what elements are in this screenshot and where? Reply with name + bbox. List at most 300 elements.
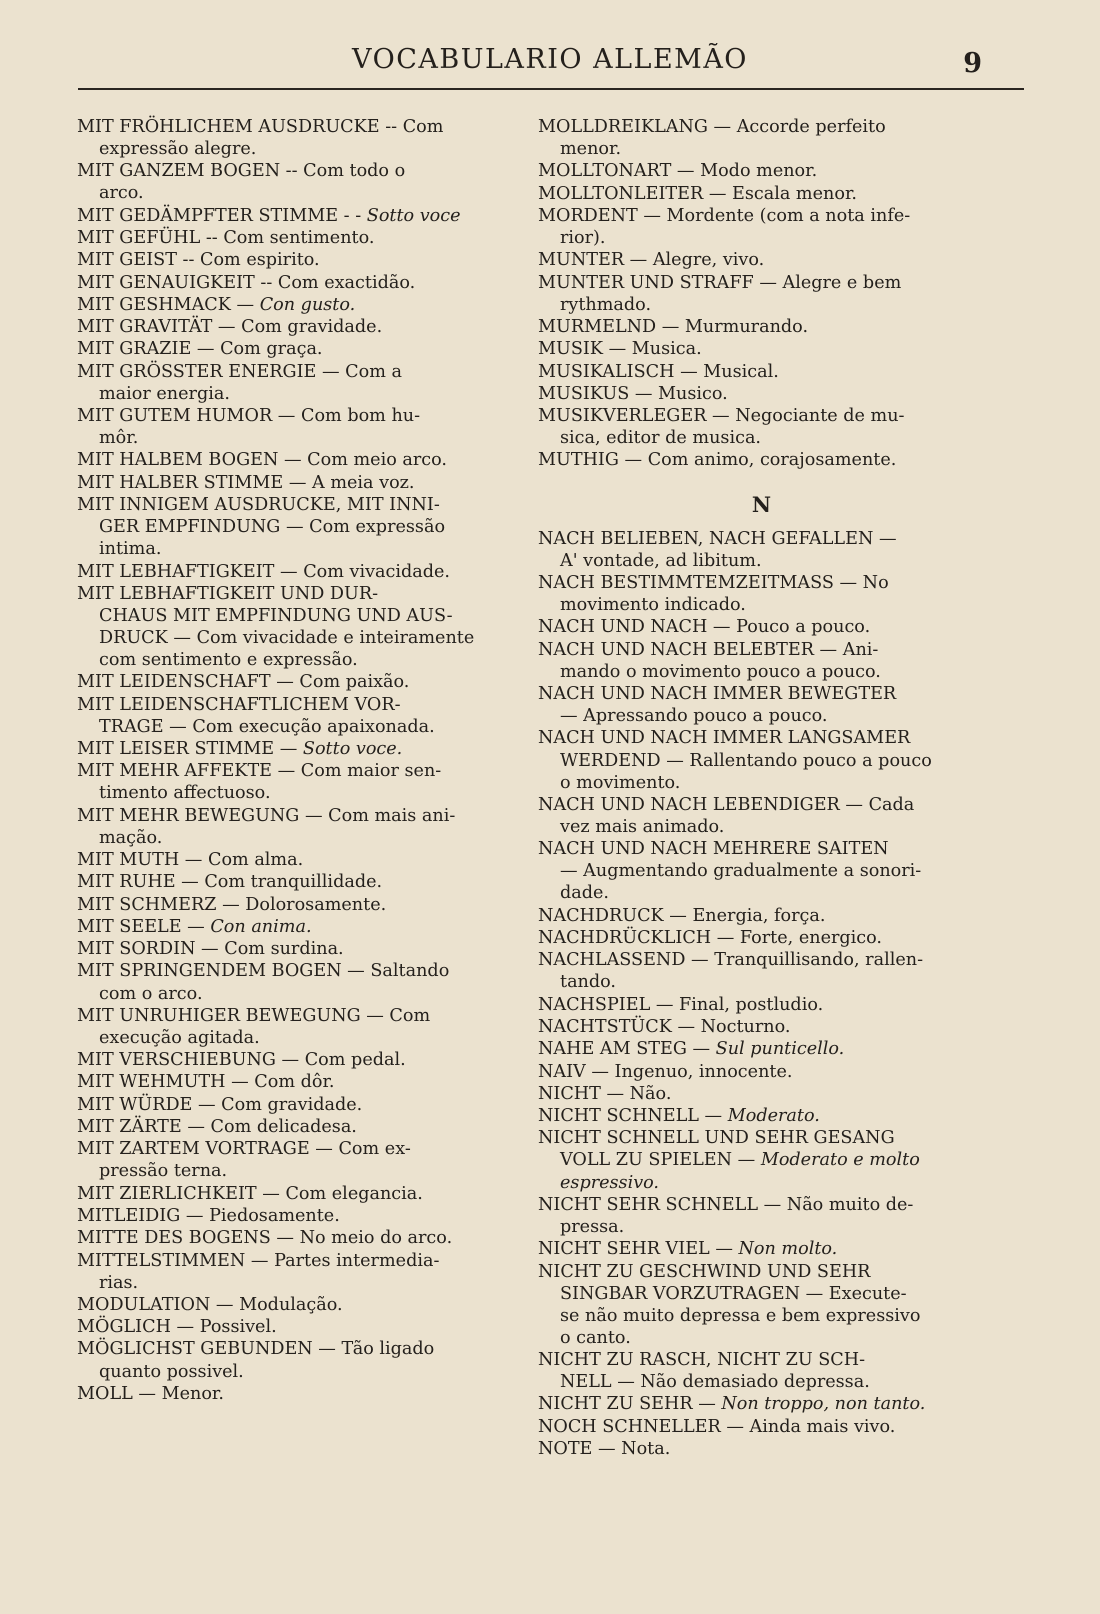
dictionary-entry [77, 1227, 523, 1249]
entry-text: NACH UND NACH MEHRERE SAITEN [538, 839, 889, 860]
dictionary-entry [538, 1438, 986, 1460]
entry-text: MIT WEHMUTH — Com dôr. [77, 1072, 335, 1093]
entry-headline [77, 1138, 523, 1160]
entry-headline [538, 383, 986, 405]
dictionary-entry [77, 938, 523, 960]
entry-text: rior). [560, 228, 606, 249]
dictionary-entry [77, 1183, 523, 1205]
entry-continuation [538, 772, 986, 794]
entry-text: MIT GANZEM BOGEN -- Com todo o [77, 161, 406, 182]
entry-text: NICHT — Não. [538, 1083, 672, 1104]
entry-continuation [77, 1361, 523, 1383]
entry-text: MOLLDREIKLANG — Accorde perfeito [538, 117, 886, 137]
entry-continuation [77, 138, 523, 160]
entry-headline [538, 116, 986, 138]
entry-text: MURMELND — Murmurando. [538, 316, 809, 337]
entry-text: MIT LEBHAFTIGKEIT UND DUR- [77, 583, 379, 604]
entry-continuation [77, 427, 523, 449]
entry-headline [538, 1061, 986, 1083]
entry-text: NACHLASSEND — Tranquillisando, rallen- [538, 950, 924, 971]
dictionary-entry [538, 272, 986, 316]
entry-headline [77, 316, 523, 338]
dictionary-entry [77, 405, 523, 449]
dictionary-entry [77, 561, 523, 583]
dictionary-entry [538, 994, 986, 1016]
entry-text: MIT RUHE — Com tranquillidade. [77, 872, 383, 893]
entry-text: MIT WÜRDE — Com gravidade. [77, 1094, 363, 1115]
entry-headline [77, 671, 523, 693]
entry-text: NACH UND NACH IMMER LANGSAMER [538, 728, 911, 749]
entry-text: MUSIK — Musica. [538, 339, 702, 360]
entry-headline [77, 1071, 523, 1093]
right-column [538, 116, 986, 1460]
entry-text: movimento indicado. [560, 595, 746, 616]
entry-continuation [77, 716, 523, 738]
entry-continuation [538, 1283, 986, 1305]
dictionary-entry [77, 1049, 523, 1071]
entry-text: MIT GRAVITÄT — Com gravidade. [77, 317, 383, 338]
entry-text: MIT LEIDENSCHAFTLICHEM VOR- [77, 694, 401, 715]
entry-text: com o arco. [99, 983, 203, 1004]
entry-headline [538, 1261, 986, 1283]
entry-text: DRUCK — Com vivacidade e inteiramente [99, 627, 475, 648]
left-column [77, 116, 523, 1405]
dictionary-entry [77, 849, 523, 871]
dictionary-entry [538, 1416, 986, 1438]
entry-text: vez mais animado. [560, 817, 725, 837]
dictionary-entry [538, 794, 986, 838]
entry-text: MOLLTONART — Modo menor. [538, 161, 818, 182]
dictionary-entry [538, 1261, 986, 1349]
dictionary-entry [538, 249, 986, 271]
entry-continuation [538, 1327, 986, 1349]
entry-text: MIT ZIERLICHKEIT — Com elegancia. [77, 1183, 423, 1204]
entry-headline [538, 683, 986, 705]
entry-text: rias. [99, 1272, 139, 1293]
dictionary-entry [538, 1393, 986, 1415]
dictionary-entry [77, 472, 523, 494]
entry-italic-translation: Non molto. [738, 1239, 838, 1260]
entry-text: mando o movimento pouco a pouco. [560, 661, 881, 682]
section-letter-heading: N [751, 491, 773, 517]
entry-continuation [77, 827, 523, 849]
entry-text: MIT GRÖSSTER ENERGIE — Com a [77, 361, 403, 382]
entry-continuation [538, 1216, 986, 1238]
entry-text: pressão terna. [99, 1161, 228, 1182]
entry-continuation [538, 661, 986, 683]
entry-headline [538, 1083, 986, 1105]
entry-continuation [77, 383, 523, 405]
entry-headline [77, 871, 523, 893]
dictionary-entry [77, 249, 523, 271]
entry-text: MIT GENAUIGKEIT -- Com exactidão. [77, 272, 416, 293]
entry-continuation [538, 860, 986, 882]
dictionary-entry [77, 960, 523, 1004]
entry-headline [538, 405, 986, 427]
entry-continuation [538, 427, 986, 449]
dictionary-entry [77, 1138, 523, 1182]
page-number: 9 [963, 48, 982, 79]
dictionary-entry [538, 683, 986, 727]
entry-text: NACHTSTÜCK — Nocturno. [538, 1016, 791, 1037]
entry-headline [538, 1393, 986, 1415]
entry-headline [77, 1383, 523, 1405]
entry-continuation [538, 1371, 986, 1393]
dictionary-entry [77, 1205, 523, 1227]
dictionary-entry [77, 205, 523, 227]
entry-text: — Augmentando gradualmente a sonori- [560, 861, 922, 882]
entry-text: maior energia. [99, 383, 230, 404]
entry-text: MIT MEHR BEWEGUNG — Com mais ani- [77, 805, 456, 826]
entry-continuation [77, 516, 523, 538]
entry-headline [77, 272, 523, 294]
entry-text: MUNTER — Alegre, vivo. [538, 250, 765, 271]
entry-text: mação. [99, 827, 163, 848]
entry-text: NICHT ZU GESCHWIND UND SEHR [538, 1261, 871, 1282]
entry-text: NAHE AM STEG — [538, 1039, 716, 1060]
dictionary-entry [538, 949, 986, 993]
entry-continuation [538, 882, 986, 904]
dictionary-entry [538, 1016, 986, 1038]
dictionary-entry [77, 738, 523, 760]
entry-headline [538, 1238, 986, 1260]
entry-text: MITLEIDIG — Piedosamente. [77, 1205, 340, 1226]
entry-text: NOCH SCHNELLER — Ainda mais vivo. [538, 1416, 896, 1437]
entry-headline [538, 1194, 986, 1216]
entry-headline [538, 727, 986, 749]
dictionary-entry [538, 1127, 986, 1193]
dictionary-entry [77, 760, 523, 804]
entry-headline [77, 227, 523, 249]
entry-headline [77, 960, 523, 982]
entry-continuation [538, 971, 986, 993]
entry-text: MIT ZARTEM VORTRAGE — Com ex- [77, 1139, 411, 1160]
entry-headline [538, 183, 986, 205]
entry-text: MÖGLICHST GEBUNDEN — Tão ligado [77, 1339, 435, 1360]
entry-text: NICHT SEHR VIEL — [538, 1239, 739, 1260]
entry-headline [538, 1438, 986, 1460]
entry-italic-translation: Non troppo, non tanto. [721, 1394, 926, 1415]
entry-text: tando. [560, 972, 617, 993]
entry-text: pressa. [560, 1216, 625, 1237]
entry-text: NACH BESTIMMTEMZEITMASS — No [538, 573, 889, 594]
dictionary-entry [77, 1005, 523, 1049]
dictionary-entry [538, 1061, 986, 1083]
entry-text: quanto possivel. [99, 1361, 244, 1382]
entry-headline [77, 916, 523, 938]
entry-text: NICHT SCHNELL — [538, 1106, 728, 1127]
dictionary-entry [77, 116, 523, 160]
entry-text: MIT GEFÜHL -- Com sentimento. [77, 228, 375, 249]
entry-headline [77, 449, 523, 471]
entry-text: expressão alegre. [99, 139, 257, 160]
entry-italic-translation: Sotto voce [366, 205, 461, 226]
entry-italic-translation: Con anima. [210, 916, 312, 937]
entry-text: MIT LEIDENSCHAFT — Com paixão. [77, 672, 410, 693]
dictionary-entry [77, 583, 523, 671]
entry-text: MIT GEIST -- Com espirito. [77, 250, 320, 271]
entry-text: NELL — Não demasiado depressa. [560, 1372, 870, 1393]
dictionary-entry [77, 1383, 523, 1405]
entry-text: MIT ZÄRTE — Com delicadesa. [77, 1117, 357, 1138]
entry-headline [77, 938, 523, 960]
entry-headline [538, 1127, 986, 1149]
entry-headline [77, 1338, 523, 1360]
entry-text: MIT HALBEM BOGEN — Com meio arco. [77, 450, 448, 471]
entry-headline [77, 1227, 523, 1249]
entry-continuation [538, 294, 986, 316]
dictionary-entry [538, 338, 986, 360]
entry-text: A' vontade, ad libitum. [560, 550, 762, 571]
entry-text: se não muito depressa e bem expressivo [560, 1305, 921, 1326]
entry-text: MIT FRÖHLICHEM AUSDRUCKE -- Com [77, 117, 444, 137]
entry-headline [538, 949, 986, 971]
dictionary-entry [538, 838, 986, 904]
entry-headline [538, 316, 986, 338]
entry-continuation [538, 138, 986, 160]
entry-headline [538, 639, 986, 661]
entry-headline [77, 160, 523, 182]
dictionary-entry [77, 1250, 523, 1294]
entry-headline [77, 1049, 523, 1071]
dictionary-entry [538, 572, 986, 616]
dictionary-entry [77, 316, 523, 338]
entry-text: MUNTER UND STRAFF — Alegre e bem [538, 272, 902, 293]
entry-headline [77, 249, 523, 271]
dictionary-entry [538, 727, 986, 793]
entry-text: NAIV — Ingenuo, innocente. [538, 1061, 793, 1082]
entry-italic-translation: Con gusto. [259, 294, 356, 315]
entry-text: timento affectuoso. [99, 783, 271, 804]
dictionary-entry [538, 1038, 986, 1060]
entry-text: sica, editor de musica. [560, 428, 762, 449]
entry-text: NOTE — Nota. [538, 1439, 671, 1459]
entry-headline [77, 1183, 523, 1205]
dictionary-entry [538, 361, 986, 383]
entry-text: MUSIKUS — Musico. [538, 383, 728, 404]
entry-headline [538, 994, 986, 1016]
entry-headline [77, 1005, 523, 1027]
entry-headline [538, 249, 986, 271]
entry-headline [77, 849, 523, 871]
entry-headline [77, 361, 523, 383]
dictionary-entry [77, 671, 523, 693]
entry-headline [538, 905, 986, 927]
dictionary-entry [538, 905, 986, 927]
entry-text: MOLL — Menor. [77, 1383, 225, 1404]
dictionary-entry [77, 1116, 523, 1138]
dictionary-entry [77, 1071, 523, 1093]
entry-text: MIT MUTH — Com alma. [77, 850, 304, 871]
entry-text: NICHT ZU RASCH, NICHT ZU SCH- [538, 1350, 866, 1371]
entry-text: SINGBAR VORZUTRAGEN — Execute- [560, 1283, 907, 1304]
entry-continuation [538, 227, 986, 249]
entry-text: NACHSPIEL — Final, postludio. [538, 994, 824, 1015]
dictionary-entry [77, 1338, 523, 1382]
entry-headline [538, 449, 986, 471]
entry-headline [77, 405, 523, 427]
entry-headline [538, 1038, 986, 1060]
entry-headline [538, 160, 986, 182]
entry-text: MUTHIG — Com animo, corajosamente. [538, 450, 897, 471]
dictionary-entry [538, 183, 986, 205]
entry-text: arco. [99, 183, 144, 204]
entry-text: menor. [560, 139, 622, 160]
dictionary-entry [77, 449, 523, 471]
dictionary-entry [538, 316, 986, 338]
entry-headline [77, 1205, 523, 1227]
entry-text: NACH UND NACH — Pouco a pouco. [538, 617, 871, 638]
entry-text: VOLL ZU SPIELEN — [560, 1150, 761, 1171]
entry-continuation [538, 1149, 986, 1171]
entry-headline [538, 572, 986, 594]
entry-text: MIT GESHMACK — [77, 294, 260, 315]
entry-text: GER EMPFINDUNG — Com expressão [99, 517, 446, 538]
entry-text: MIT LEBHAFTIGKEIT — Com vivacidade. [77, 561, 451, 582]
entry-text: o canto. [560, 1327, 631, 1348]
dictionary-entry [77, 1294, 523, 1316]
entry-italic-translation: Sul punticello. [715, 1039, 845, 1060]
entry-continuation [538, 705, 986, 727]
entry-headline [77, 894, 523, 916]
entry-text: NACH UND NACH LEBENDIGER — Cada [538, 794, 915, 815]
entry-text: MIT SEELE — [77, 916, 211, 937]
entry-headline [538, 272, 986, 294]
entry-text: execução agitada. [99, 1027, 260, 1048]
entry-headline [77, 805, 523, 827]
dictionary-entry [77, 871, 523, 893]
dictionary-entry [538, 1349, 986, 1393]
dictionary-entry [538, 405, 986, 449]
entry-continuation [538, 594, 986, 616]
entry-text: MODULATION — Modulação. [77, 1294, 343, 1315]
dictionary-entry [77, 916, 523, 938]
entry-continuation [77, 649, 523, 671]
dictionary-entry [77, 805, 523, 849]
entry-text: TRAGE — Com execução apaixonada. [99, 716, 435, 737]
entry-text: MIT GUTEM HUMOR — Com bom hu- [77, 406, 421, 427]
dictionary-entry [77, 294, 523, 316]
entry-headline [538, 1105, 986, 1127]
entry-italic-translation: Moderato e molto [760, 1150, 920, 1171]
entry-text: dade. [560, 883, 610, 904]
dictionary-entry [538, 383, 986, 405]
entry-headline [77, 294, 523, 316]
entry-continuation [77, 1160, 523, 1182]
entry-italic-translation: Sotto voce. [302, 739, 403, 759]
entry-continuation [538, 1305, 986, 1327]
entry-text: MIT UNRUHIGER BEWEGUNG — Com [77, 1005, 431, 1026]
entry-headline [538, 1416, 986, 1438]
dictionary-entry [538, 160, 986, 182]
entry-headline [77, 583, 523, 605]
header-rule [78, 88, 1024, 90]
entry-text: MOLLTONLEITER — Escala menor. [538, 183, 858, 204]
entry-headline [538, 794, 986, 816]
entry-text: MORDENT — Mordente (com a nota infe- [538, 205, 911, 226]
dictionary-entry [77, 338, 523, 360]
entry-continuation [77, 983, 523, 1005]
dictionary-entry [538, 205, 986, 249]
page-header-title: VOCABULARIO ALLEMÃO [352, 44, 748, 75]
entry-text: MIT LEISER STIMME — [77, 739, 303, 759]
entry-text: NICHT SCHNELL UND SEHR GESANG [538, 1128, 895, 1149]
entry-text: NACH UND NACH IMMER BEWEGTER [538, 684, 897, 705]
entry-text: NACH BELIEBEN, NACH GEFALLEN — [538, 528, 897, 549]
dictionary-entry [538, 639, 986, 683]
entry-text: NACHDRUCK — Energia, força. [538, 905, 826, 926]
entry-headline [77, 1294, 523, 1316]
entry-text: MIT VERSCHIEBUNG — Com pedal. [77, 1050, 406, 1071]
entry-text: NACHDRÜCKLICH — Forte, energico. [538, 928, 883, 949]
dictionary-entry [538, 1105, 986, 1127]
dictionary-entry [77, 272, 523, 294]
dictionary-entry [538, 616, 986, 638]
entry-text: MIT SCHMERZ — Dolorosamente. [77, 894, 387, 915]
entry-headline [538, 361, 986, 383]
entry-headline [77, 1316, 523, 1338]
entry-text: NICHT SEHR SCHNELL — Não muito de- [538, 1194, 914, 1215]
dictionary-entry [77, 1094, 523, 1116]
entry-headline [538, 927, 986, 949]
entry-continuation [538, 750, 986, 772]
entry-text: NICHT ZU SEHR — [538, 1394, 722, 1415]
entries-n [538, 528, 986, 1460]
entry-headline [538, 1349, 986, 1371]
entry-continuation [77, 627, 523, 649]
entry-text: — Apressando pouco a pouco. [560, 706, 828, 727]
entry-headline [538, 338, 986, 360]
dictionary-entry [538, 1238, 986, 1260]
entry-text: o movimento. [560, 772, 681, 793]
entry-headline [77, 561, 523, 583]
entry-headline [538, 205, 986, 227]
entry-continuation [77, 538, 523, 560]
entry-headline [77, 472, 523, 494]
entry-headline [77, 1250, 523, 1272]
dictionary-entry [538, 528, 986, 572]
dictionary-entry [77, 361, 523, 405]
entry-headline [77, 738, 523, 760]
dictionary-entry [77, 494, 523, 560]
entry-text: CHAUS MIT EMPFINDUNG UND AUS- [99, 605, 453, 626]
entry-continuation [77, 605, 523, 627]
dictionary-entry [538, 1194, 986, 1238]
entry-text: MITTELSTIMMEN — Partes intermedia- [77, 1250, 440, 1271]
entry-italic-translation: Moderato. [727, 1106, 820, 1127]
entry-text: intima. [99, 539, 162, 560]
entry-headline [77, 1094, 523, 1116]
entry-headline [538, 1016, 986, 1038]
entry-continuation [77, 182, 523, 204]
entry-headline [77, 760, 523, 782]
entry-headline [77, 494, 523, 516]
entry-text: MIT MEHR AFFEKTE — Com maior sen- [77, 761, 442, 782]
entries-m-continued [538, 116, 986, 472]
entry-headline [77, 694, 523, 716]
entry-continuation [77, 782, 523, 804]
entry-headline [538, 528, 986, 550]
dictionary-entry [77, 894, 523, 916]
entry-continuation: espressivo. [560, 1172, 660, 1193]
entry-headline [77, 116, 523, 138]
entry-text: MIT GEDÄMPFTER STIMME - - [77, 205, 367, 226]
dictionary-entry [538, 1083, 986, 1105]
entry-continuation [77, 1027, 523, 1049]
entry-text: môr. [99, 428, 139, 449]
entry-continuation [538, 816, 986, 838]
dictionary-entry [77, 160, 523, 204]
